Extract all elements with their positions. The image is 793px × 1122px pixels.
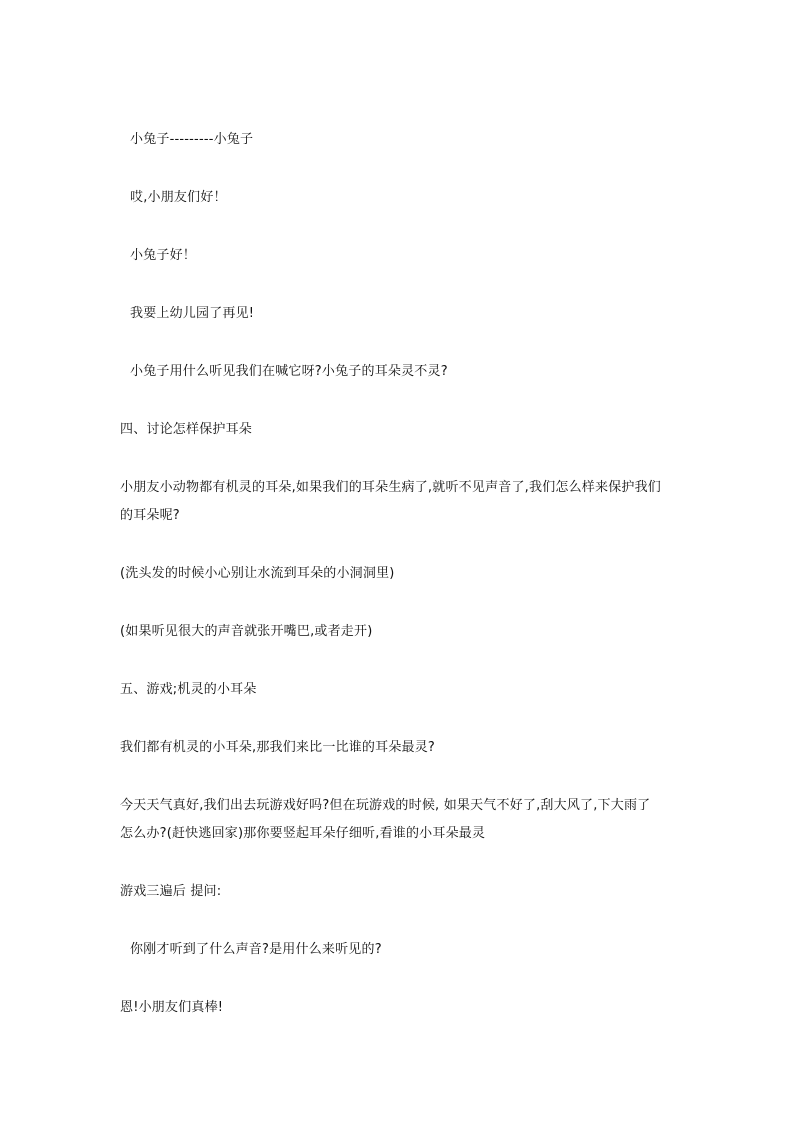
body-paragraph-line: 我们都有机灵的小耳朵,那我们来比一比谁的耳朵最灵? (120, 740, 436, 755)
section-heading: 四、讨论怎样保护耳朵 (120, 422, 253, 437)
dialogue-line: 哎,小朋友们好！ (130, 190, 227, 205)
body-paragraph-line: (如果听见很大的声音就张开嘴巴,或者走开) (120, 624, 373, 639)
body-paragraph-line: (洗头发的时候小心别让水流到耳朵的小洞洞里) (120, 566, 395, 581)
question-line: 你刚才听到了什么声音?是用什么来听见的? (130, 942, 382, 957)
body-paragraph-line: 游戏三遍后 提问: (120, 884, 222, 899)
body-paragraph-line: 小朋友小动物都有机灵的耳朵,如果我们的耳朵生病了,就听不见声音了,我们怎么样来保护我们 (120, 480, 661, 495)
dialogue-line: 我要上幼儿园了再见! (130, 306, 255, 321)
section-heading: 五、游戏;机灵的小耳朵 (120, 682, 257, 697)
body-paragraph-line: 今天天气真好,我们出去玩游戏好吗?但在玩游戏的时候, 如果天气不好了,刮大风了,下大雨了 (120, 798, 651, 813)
dialogue-line: 小兔子---------小兔子 (130, 132, 254, 147)
body-paragraph-line: 恩!小朋友们真棒! (120, 1000, 224, 1015)
question-line: 小兔子用什么听见我们在喊它呀?小兔子的耳朵灵不灵? (130, 364, 448, 379)
body-paragraph-line: 怎么办?(赶快逃回家)那你要竖起耳朵仔细听,看谁的小耳朵最灵 (120, 826, 486, 841)
dialogue-line: 小兔子好！ (130, 248, 197, 263)
body-paragraph-line: 的耳朵呢? (120, 508, 180, 523)
